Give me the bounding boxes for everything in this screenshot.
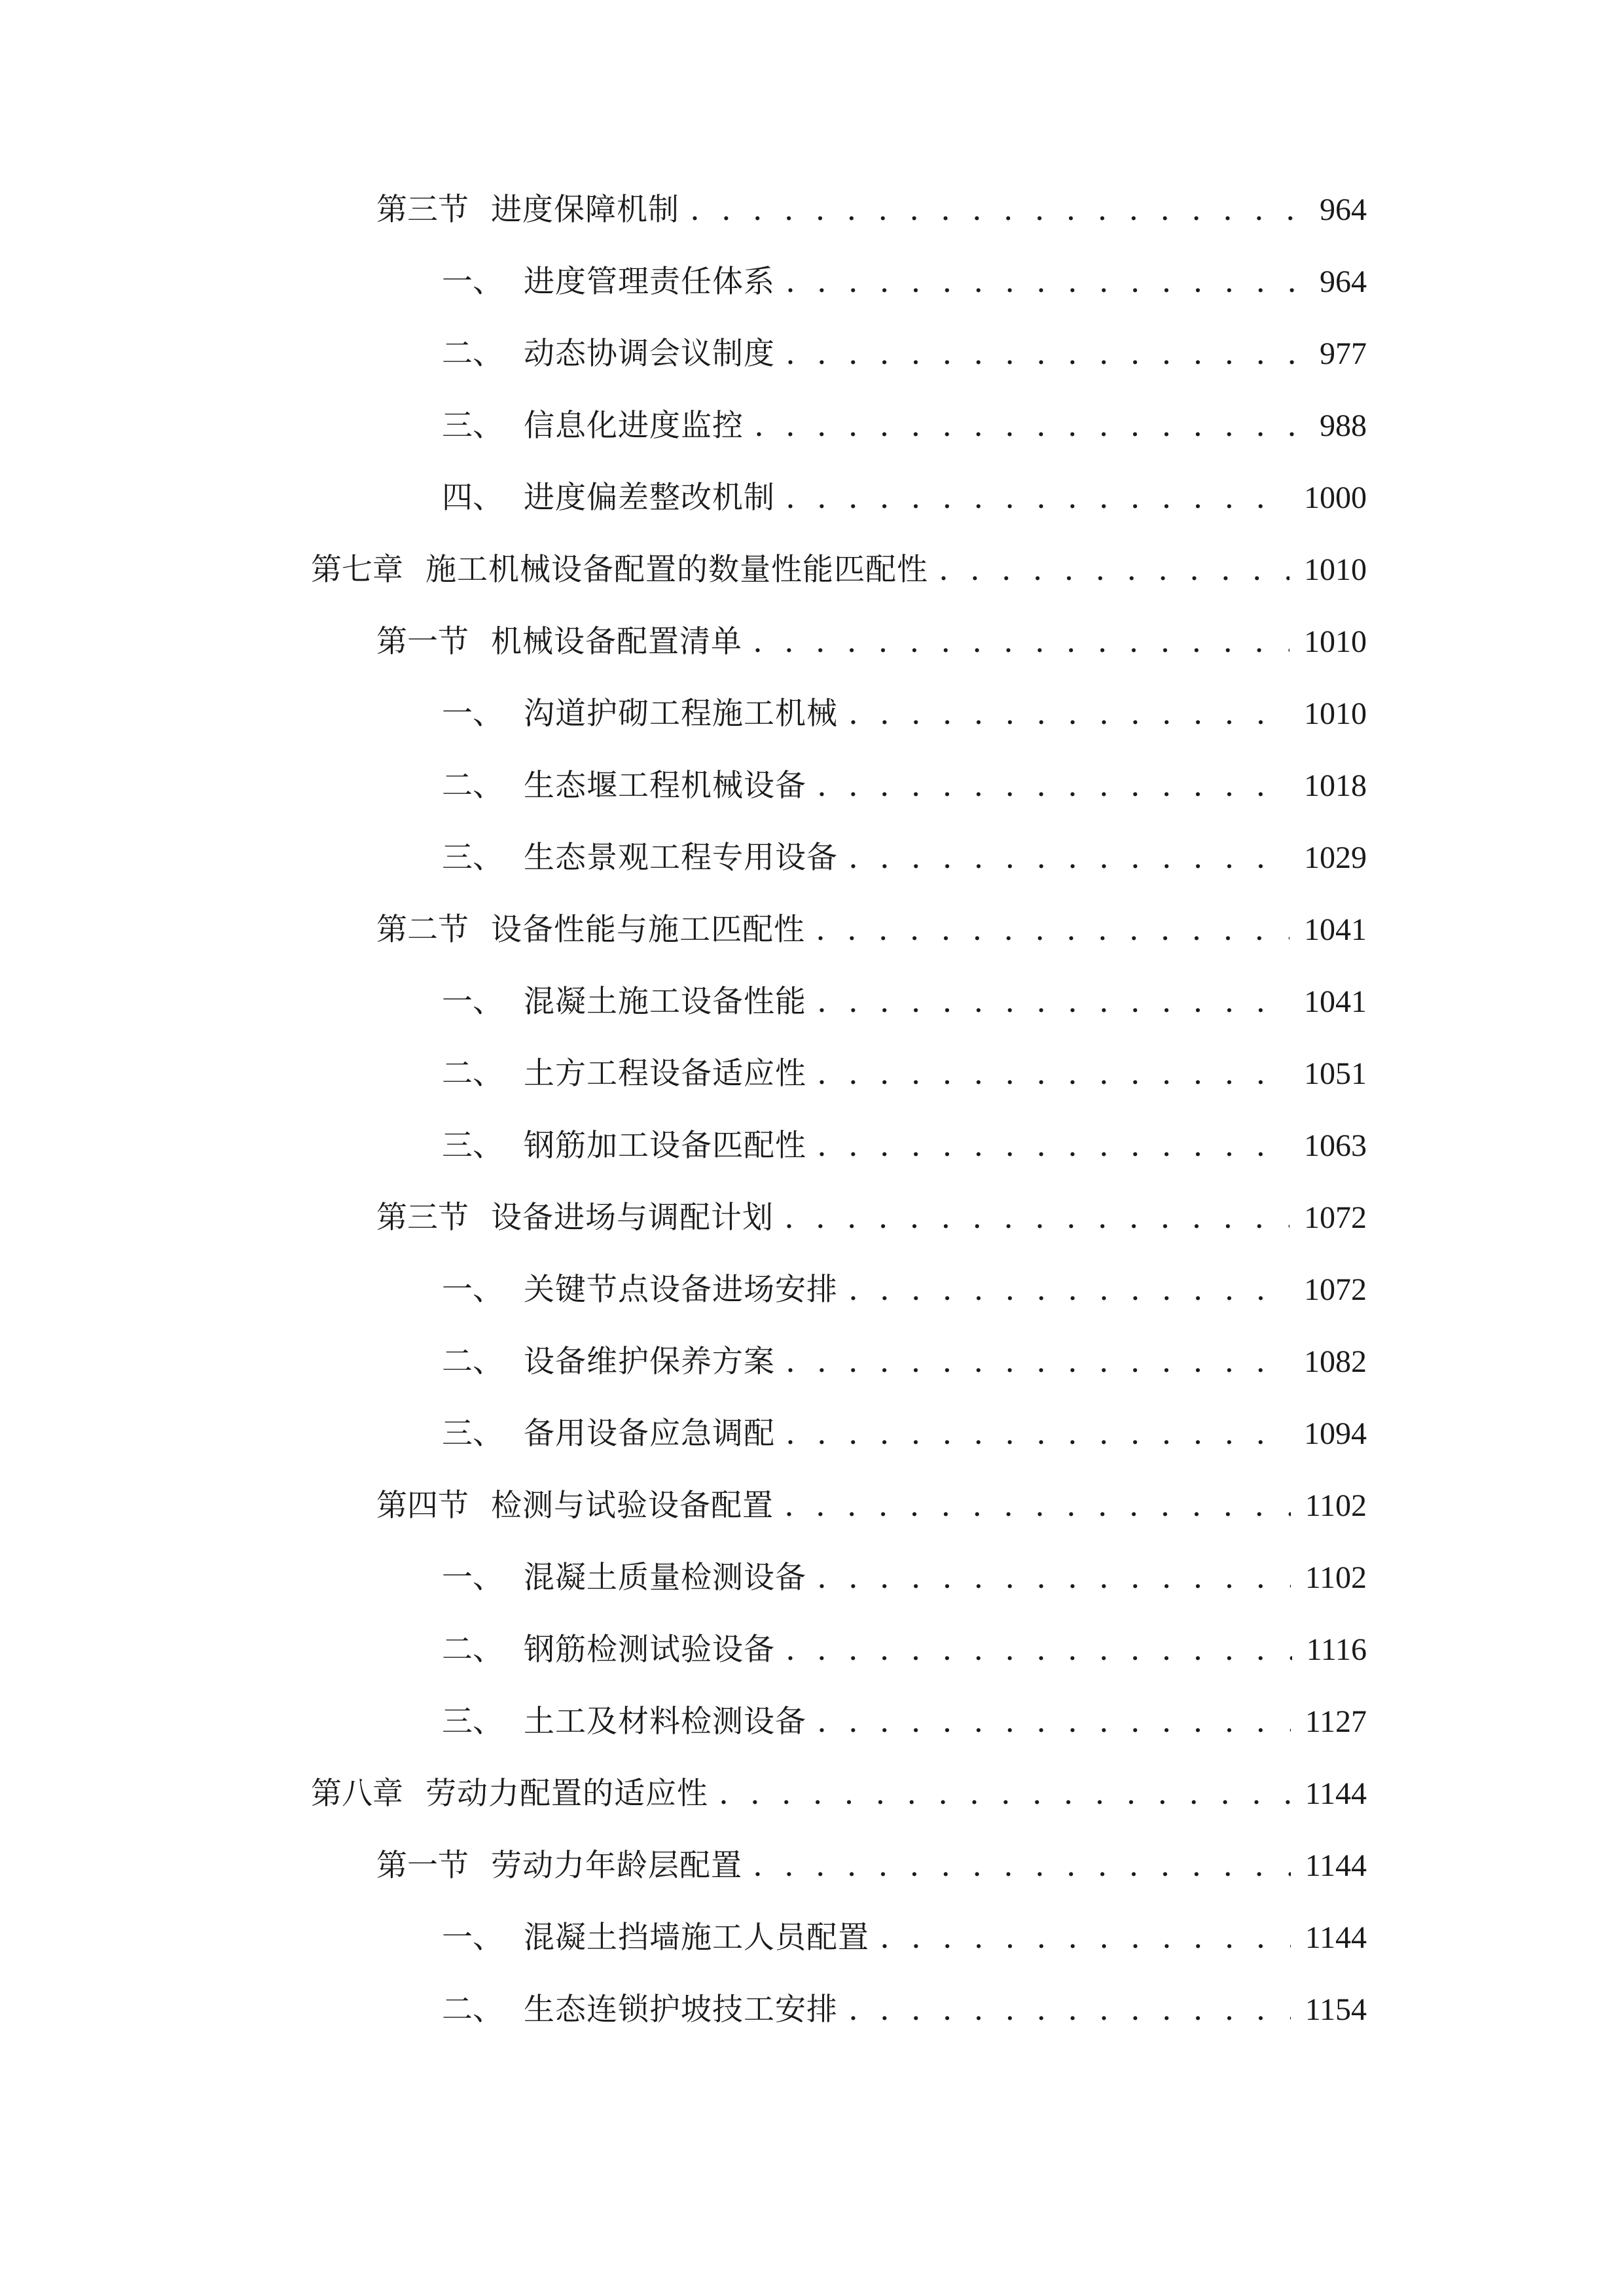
toc-dot-leader: [880, 1915, 1291, 1961]
toc-entry[interactable]: [442, 1411, 1367, 1457]
toc-entry-title: 劳动力配置的适应性: [425, 1776, 708, 1812]
toc-dot-leader: [848, 691, 1290, 737]
toc-entry-page: 1127: [1305, 1704, 1367, 1739]
toc-entry-page: 1010: [1304, 624, 1367, 659]
toc-entry-page: 1000: [1304, 480, 1367, 515]
toc-entry-page: 1154: [1305, 1992, 1367, 2027]
toc-entry[interactable]: [311, 547, 1367, 593]
toc-entry-title: 备用设备应急调配: [524, 1416, 775, 1452]
toc-entry-number: 三、: [442, 1704, 503, 1740]
toc-entry-title: 钢筋检测试验设备: [524, 1632, 775, 1668]
toc-entry-number: 第七章: [311, 552, 403, 588]
toc-entry-number: 二、: [442, 1056, 503, 1092]
toc-entry[interactable]: [311, 1771, 1367, 1817]
toc-entry-title: 施工机械设备配置的数量性能匹配性: [425, 552, 928, 588]
toc-dot-leader: [719, 1771, 1291, 1817]
toc-dot-leader: [939, 547, 1290, 593]
toc-entry-page: 988: [1320, 408, 1367, 443]
toc-entry[interactable]: [376, 907, 1367, 953]
toc-entry[interactable]: [376, 619, 1367, 665]
toc-entry-number: 第一节: [376, 1848, 469, 1884]
toc-entry-number: 二、: [442, 1992, 503, 2028]
toc-entry-title: 进度保障机制: [491, 192, 679, 228]
toc-entry-title: 混凝土施工设备性能: [524, 984, 806, 1020]
toc-entry-page: 1051: [1304, 1056, 1367, 1091]
toc-entry[interactable]: [442, 835, 1367, 881]
toc-entry[interactable]: [376, 1195, 1367, 1241]
toc-dot-leader: [785, 1411, 1290, 1457]
toc-dot-leader: [784, 1483, 1291, 1529]
toc-entry[interactable]: [442, 1699, 1367, 1745]
toc-entry-page: 1102: [1305, 1488, 1367, 1523]
toc-dot-leader: [785, 1339, 1290, 1385]
toc-dot-leader: [848, 1267, 1290, 1313]
toc-entry-number: 第二节: [376, 912, 469, 948]
toc-entry-title: 混凝土挡墙施工人员配置: [524, 1920, 869, 1956]
toc-entry-title: 土工及材料检测设备: [524, 1704, 806, 1740]
toc-entry[interactable]: [442, 1051, 1367, 1097]
toc-entry-page: 1063: [1304, 1128, 1367, 1163]
toc-entry-number: 一、: [442, 1920, 503, 1956]
toc-dot-leader: [690, 187, 1305, 233]
toc-entry-number: 一、: [442, 696, 503, 732]
toc-dot-leader: [784, 1195, 1290, 1241]
toc-entry-title: 混凝土质量检测设备: [524, 1560, 806, 1596]
toc-entry[interactable]: [442, 979, 1367, 1025]
toc-entry-page: 1072: [1304, 1200, 1367, 1235]
toc-entry-page: 1144: [1305, 1776, 1367, 1811]
toc-entry-title: 检测与试验设备配置: [491, 1488, 774, 1524]
toc-entry-page: 1029: [1304, 840, 1367, 875]
toc-entry-number: 三、: [442, 408, 503, 444]
toc-entry-page: 977: [1320, 336, 1367, 371]
toc-entry-title: 设备维护保养方案: [524, 1344, 775, 1380]
toc-entry-title: 沟道护砌工程施工机械: [524, 696, 838, 732]
toc-dot-leader: [816, 907, 1290, 953]
toc-entry-number: 三、: [442, 840, 503, 876]
toc-dot-leader: [817, 763, 1290, 809]
toc-entry[interactable]: [442, 475, 1367, 521]
toc-dot-leader: [785, 475, 1290, 521]
toc-entry-number: 第一节: [376, 624, 469, 660]
toc-entry[interactable]: [376, 1843, 1367, 1889]
toc-entry-title: 生态堰工程机械设备: [524, 768, 806, 804]
toc-dot-leader: [817, 1051, 1290, 1097]
toc-dot-leader: [785, 259, 1305, 305]
toc-dot-leader: [817, 979, 1290, 1025]
toc-entry-title: 劳动力年龄层配置: [491, 1848, 742, 1884]
toc-entry-number: 第三节: [376, 1200, 469, 1236]
toc-dot-leader: [817, 1699, 1291, 1745]
toc-entry-title: 进度管理责任体系: [524, 264, 775, 300]
toc-entry[interactable]: [442, 1555, 1367, 1601]
toc-entry[interactable]: [442, 1987, 1367, 2033]
toc-dot-leader: [785, 331, 1305, 377]
toc-entry-number: 第三节: [376, 192, 469, 228]
toc-entry-title: 关键节点设备进场安排: [524, 1272, 838, 1308]
toc-entry[interactable]: [442, 403, 1367, 449]
toc-entry[interactable]: [442, 1627, 1367, 1673]
toc-entry-title: 生态景观工程专用设备: [524, 840, 838, 876]
toc-entry-number: 四、: [442, 480, 503, 516]
toc-dot-leader: [848, 1987, 1291, 2033]
toc-dot-leader: [785, 1627, 1292, 1673]
toc-dot-leader: [817, 1123, 1290, 1169]
toc-entry-page: 1041: [1304, 912, 1367, 947]
toc-entry-title: 钢筋加工设备匹配性: [524, 1128, 806, 1164]
toc-entry-title: 信息化进度监控: [524, 408, 744, 444]
toc-entry-page: 1082: [1304, 1344, 1367, 1379]
toc-entry-number: 第八章: [311, 1776, 403, 1812]
toc-entry[interactable]: [442, 331, 1367, 377]
toc-entry[interactable]: [442, 259, 1367, 305]
toc-entry-number: 一、: [442, 264, 503, 300]
toc-entry-title: 机械设备配置清单: [491, 624, 742, 660]
toc-entry-number: 三、: [442, 1128, 503, 1164]
toc-entry-page: 1041: [1304, 984, 1367, 1019]
toc-entry-number: 二、: [442, 336, 503, 372]
toc-entry-number: 三、: [442, 1416, 503, 1452]
toc-entry-number: 二、: [442, 768, 503, 804]
toc-entry-page: 1072: [1304, 1272, 1367, 1307]
toc-entry-number: 二、: [442, 1632, 503, 1668]
toc-entry-number: 二、: [442, 1344, 503, 1380]
toc-dot-leader: [754, 403, 1305, 449]
toc-entry-title: 生态连锁护坡技工安排: [524, 1992, 838, 2028]
toc-dot-leader: [753, 1843, 1291, 1889]
toc-entry[interactable]: [442, 1339, 1367, 1385]
toc-entry-title: 进度偏差整改机制: [524, 480, 775, 516]
toc-entry-number: 一、: [442, 984, 503, 1020]
toc-entry-page: 1018: [1304, 768, 1367, 803]
toc-dot-leader: [848, 835, 1290, 881]
toc-entry-title: 土方工程设备适应性: [524, 1056, 806, 1092]
toc-entry[interactable]: [376, 1483, 1367, 1529]
toc-dot-leader: [817, 1555, 1291, 1601]
toc-dot-leader: [753, 619, 1290, 665]
toc-entry-page: 1102: [1305, 1560, 1367, 1595]
toc-entry-page: 964: [1320, 192, 1367, 227]
toc-entry-title: 设备性能与施工匹配性: [491, 912, 805, 948]
toc-entry-number: 第四节: [376, 1488, 469, 1524]
toc-entry[interactable]: [376, 187, 1367, 233]
toc-entry-title: 设备进场与调配计划: [491, 1200, 774, 1236]
toc-entry-title: 动态协调会议制度: [524, 336, 775, 372]
toc-entry[interactable]: [442, 763, 1367, 809]
toc-entry-page: 1010: [1304, 696, 1367, 731]
toc-entry[interactable]: [442, 1267, 1367, 1313]
toc-entry-number: 一、: [442, 1560, 503, 1596]
toc-entry-page: 1116: [1306, 1632, 1367, 1667]
toc-entry-number: 一、: [442, 1272, 503, 1308]
toc-entry-page: 1094: [1304, 1416, 1367, 1451]
toc-entry[interactable]: [442, 1123, 1367, 1169]
toc-entry[interactable]: [442, 1915, 1367, 1961]
toc-entry-page: 1144: [1305, 1920, 1367, 1955]
toc-entry[interactable]: [442, 691, 1367, 737]
toc-entry-page: 964: [1320, 264, 1367, 299]
toc-entry-page: 1010: [1304, 552, 1367, 587]
toc-entry-page: 1144: [1305, 1848, 1367, 1883]
